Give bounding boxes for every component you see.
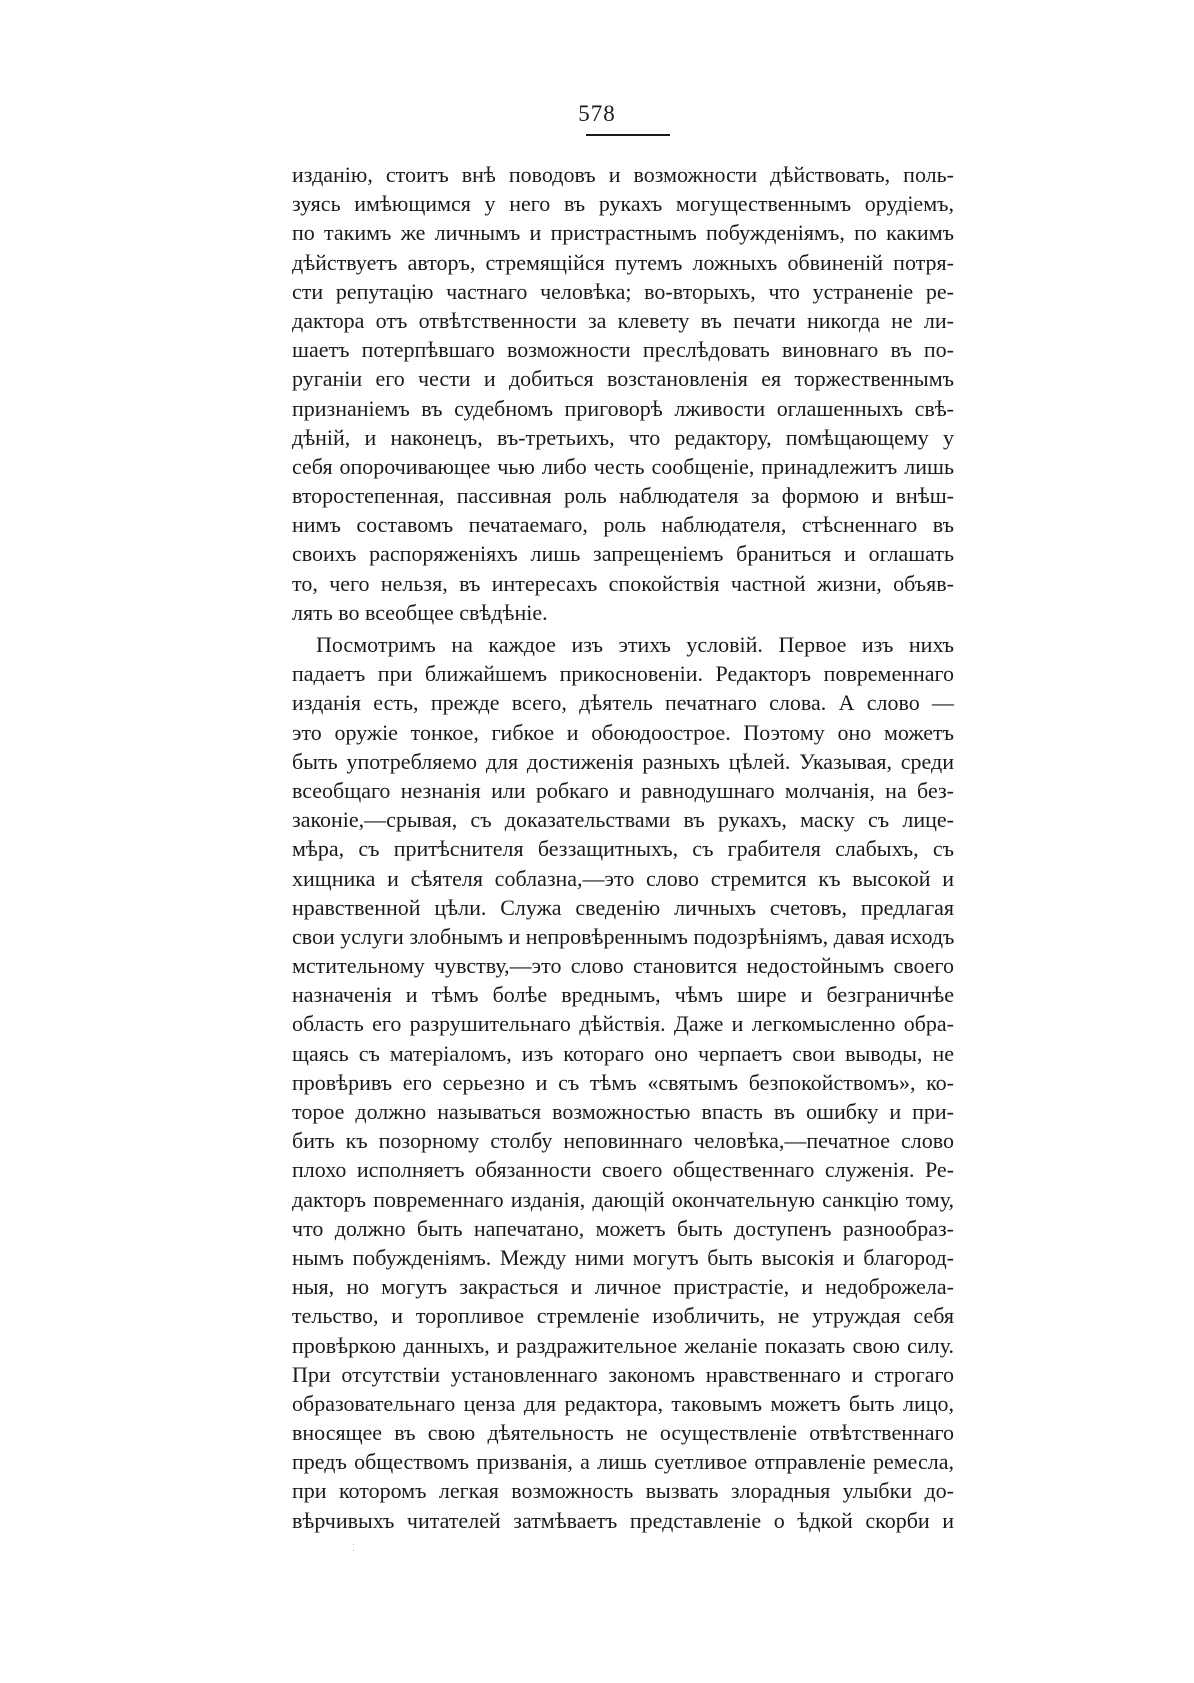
text-line: торое должно называться возможностью впасть въ ошибку и при-	[292, 1099, 954, 1124]
text-line: Посмотримъ на каждое изъ этихъ условій. Первое изъ нихъ	[316, 632, 954, 657]
text-line: при которомъ легкая возможность вызвать злорадныя улыбки до-	[292, 1478, 954, 1504]
paragraph	[292, 630, 954, 1535]
text-line: вѣрчивыхъ читателей затмѣваетъ представленіе о ѣдкой скорби и	[292, 1507, 954, 1533]
text-line: образовательнаго ценза для редактора, таковымъ можетъ быть лицо,	[292, 1390, 954, 1416]
text-line: нимъ составомъ печатаемаго, роль наблюдателя, стѣсненнаго въ	[292, 512, 954, 538]
text-line: это оружіе тонкое, гибкое и обоюдоострое. Поэтому оно можетъ	[292, 719, 954, 745]
page-number-rule	[586, 134, 670, 136]
text-line: При отсутствіи установленнаго закономъ нравственнаго и строгаго	[292, 1361, 954, 1387]
text-line: мстительному чувству,—это слово становится недостойнымъ своего	[292, 953, 954, 979]
print-speck: ⁚	[352, 1543, 356, 1554]
text-line: область его разрушительнаго дѣйствія. Даже и легкомысленно обра-	[292, 1011, 954, 1037]
text-line: нравственной цѣли. Служа сведенію личныхъ счетовъ, предлагая	[292, 894, 954, 920]
text-line: щаясь съ матеріаломъ, изъ котораго оно черпаетъ свои выводы, не	[292, 1040, 954, 1066]
text-line: предъ обществомъ призванія, а лишь суетливое отправленіе ремесла,	[292, 1449, 954, 1475]
text-line: что должно быть напечатано, можетъ быть доступенъ разнообраз-	[292, 1215, 954, 1241]
text-line: плохо исполняетъ обязанности своего общественнаго служенія. Ре-	[292, 1157, 954, 1183]
text-line: дакторъ повременнаго изданія, дающій окончательную санкцію тому,	[292, 1186, 954, 1212]
text-line: по такимъ же личнымъ и пристрастнымъ побужденіямъ, по какимъ	[292, 220, 954, 246]
text-line: всеобщаго незнанія или робкаго и равнодушнаго молчанія, на без-	[292, 777, 954, 803]
text-line: мѣра, съ притѣснителя беззащитныхъ, съ грабителя слабыхъ, съ	[292, 836, 954, 862]
text-line: изданію, стоитъ внѣ поводовъ и возможности дѣйствовать, поль-	[292, 162, 954, 187]
text-line: ныя, но могутъ закрасться и личное пристрастіе, и недоброжела-	[292, 1274, 954, 1300]
text-line: свои услуги злобнымъ и непровѣреннымъ подозрѣніямъ, давая исходъ	[292, 923, 955, 949]
page-number: 578	[578, 101, 616, 126]
text-line: шаетъ потерпѣвшаго возможности преслѣдовать виновнаго въ по-	[292, 337, 954, 363]
text-line: второстепенная, пассивная роль наблюдателя за формою и внѣш-	[292, 483, 954, 509]
body-text	[292, 160, 954, 1535]
text-line: то, чего нельзя, въ интересахъ спокойствія частной жизни, объяв-	[292, 570, 954, 596]
text-line: сти репутацію частнаго человѣка; во-вторыхъ, что устраненіе ре-	[292, 278, 954, 304]
text-line: вносящее въ свою дѣятельность не осуществленіе отвѣтственнаго	[292, 1420, 954, 1446]
text-line: хищника и сѣятеля соблазна,—это слово стремится къ высокой и	[292, 865, 954, 891]
text-line: бить къ позорному столбу неповиннаго человѣка,—печатное слово	[292, 1128, 954, 1154]
text-line: провѣривъ его серьезно и съ тѣмъ «святымъ безпокойствомъ», ко-	[292, 1069, 954, 1095]
text-line: лять во всеобщее свѣдѣніе.	[292, 599, 548, 625]
text-line: провѣркою данныхъ, и раздражительное желаніе показать свою силу.	[292, 1332, 954, 1358]
text-line: дактора отъ отвѣтственности за клевету въ печати никогда не ли-	[292, 307, 954, 333]
text-line: падаетъ при ближайшемъ прикосновеніи. Редакторъ повременнаго	[292, 661, 954, 687]
text-line: назначенія и тѣмъ болѣе вреднымъ, чѣмъ шире и безграничнѣе	[292, 982, 954, 1008]
text-line: зуясь имѣющимся у него въ рукахъ могущественнымъ орудіемъ,	[292, 191, 954, 217]
text-line: признаніемъ въ судебномъ приговорѣ лживости оглашенныхъ свѣ-	[292, 395, 954, 421]
text-line: тельство, и торопливое стремленіе изобличить, не утруждая себя	[292, 1303, 954, 1329]
text-line: себя опорочивающее чью либо честь сообщеніе, принадлежитъ лишь	[292, 453, 954, 479]
text-line: нымъ побужденіямъ. Между ними могутъ быть высокія и благород-	[292, 1244, 954, 1270]
text-line: своихъ распоряженіяхъ лишь запрещеніемъ браниться и оглашать	[292, 541, 954, 567]
paragraph	[292, 160, 954, 627]
text-line: дѣній, и наконецъ, въ-третьихъ, что редактору, помѣщающему у	[292, 424, 954, 450]
text-line: законіе,—срывая, съ доказательствами въ рукахъ, маску съ лице-	[292, 807, 954, 833]
text-line: руганіи его чести и добиться возстановленія ея торжественнымъ	[292, 366, 954, 392]
text-line: быть употребляемо для достиженія разныхъ цѣлей. Указывая, среди	[292, 748, 954, 774]
text-line: изданія есть, прежде всего, дѣятель печатнаго слова. А слово —	[292, 690, 954, 716]
text-line: дѣйствуетъ авторъ, стремящійся путемъ ложныхъ обвиненій потря-	[292, 249, 954, 275]
